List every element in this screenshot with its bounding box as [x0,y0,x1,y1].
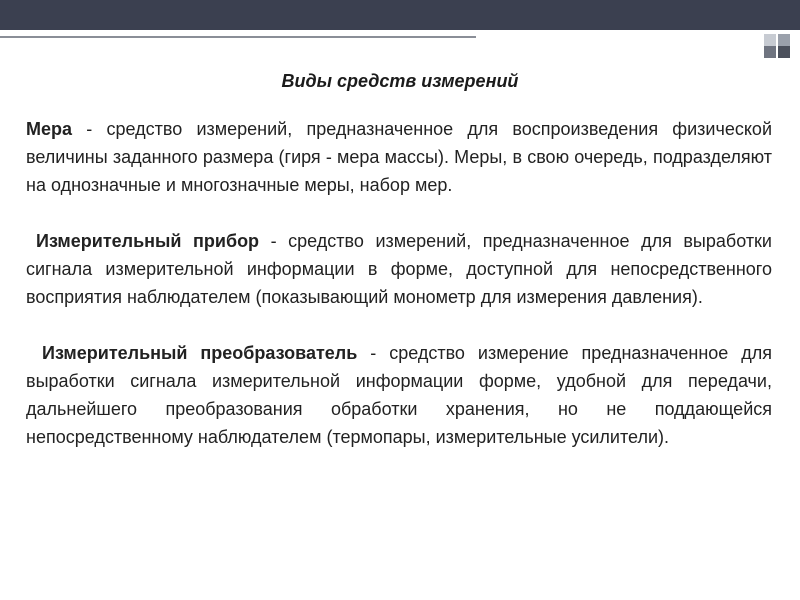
definition-measure [26,115,772,199]
decor-square [778,46,790,58]
decor-square [764,34,776,46]
term-measure: Мера [26,119,73,139]
definition-transducer [26,339,772,451]
definition-instrument-text: - средство измерений, предназначенное для выработки сигнала измерительной информации в форме, доступной для непосредственного восприятия наблюдателем (показывающий монометр для измерения давления). [26,231,772,307]
definition-instrument [26,227,772,311]
decor-square [778,34,790,46]
term-transducer: Измерительный преобразователь [42,343,358,363]
definition-transducer-text: - средство измерение предназначенное для выработки сигнала измерительной информации форме, удобной для передачи, дальнейшего преобразования обработки хранения, но не поддающейся непосредственному наблюдателем (термопары, измерительные усилители). [26,343,772,447]
slide-title: Виды средств измерений [281,71,519,91]
definition-measure-text: - средство измерений, предназначенное для воспроизведения физической величины заданного размера (гиря - мера массы). Меры, в свою очередь, подразделяют на однозначные и многозначные меры, набор мер. [26,119,772,195]
header-divider [0,36,476,38]
header-bar [0,0,800,30]
slide-content [26,115,772,451]
term-instrument: Измерительный прибор [36,231,260,251]
corner-decoration [766,30,800,58]
decor-square [764,46,776,58]
